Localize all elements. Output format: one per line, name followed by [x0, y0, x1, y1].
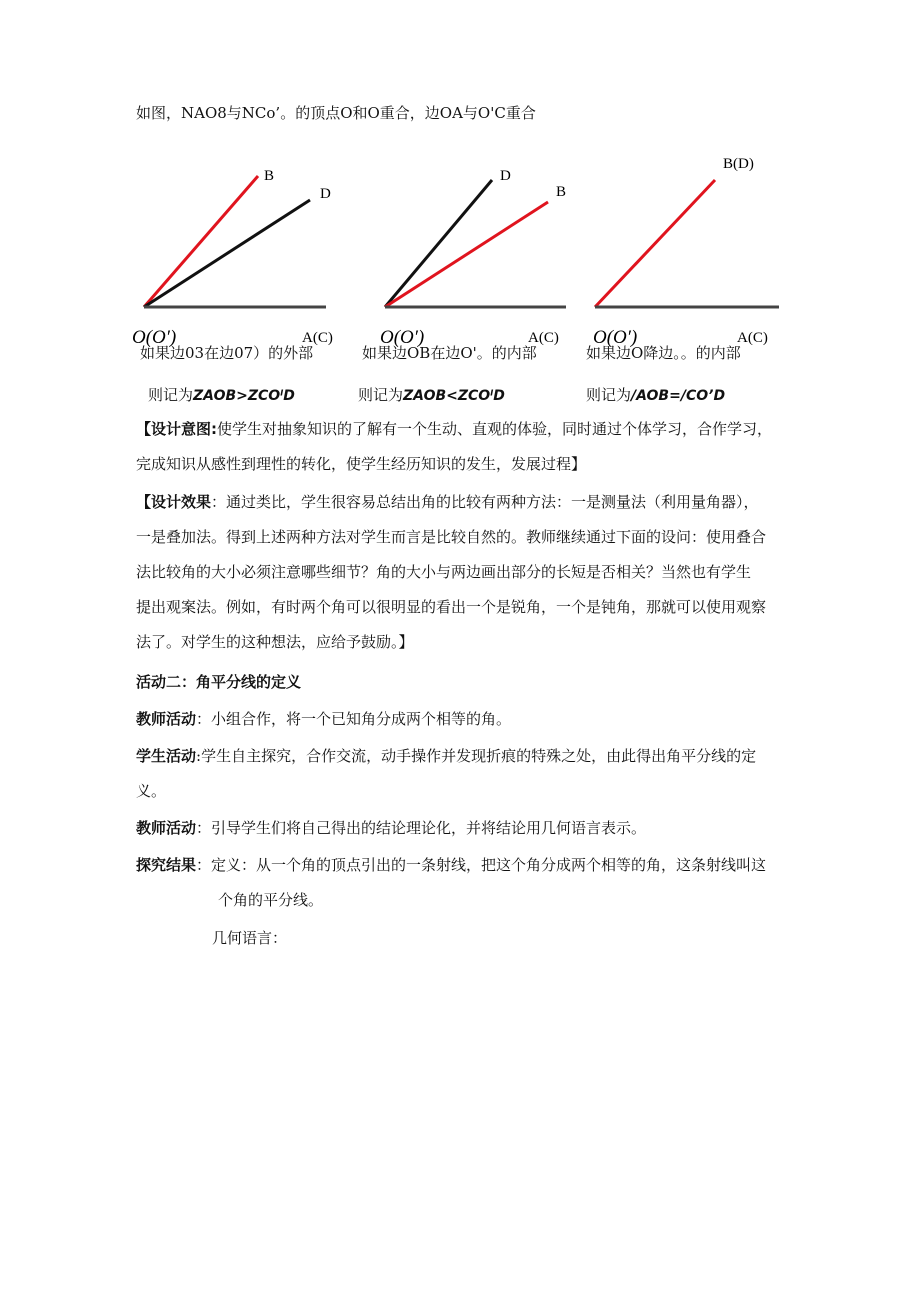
- label-bd: B(D): [723, 156, 754, 172]
- caption-3: 如果边O降边。。的内部: [586, 344, 741, 362]
- caption-1: 如果边03在边07）的外部: [140, 344, 314, 362]
- angle-diagram-inside: [370, 160, 585, 355]
- result-3-prefix: 则记为: [586, 386, 632, 404]
- explore-result-tag: 探究结果: [136, 856, 197, 874]
- ray-ob: [595, 180, 715, 307]
- design-effect-line-5: 法了。对学生的这种想法，应给予鼓励。】: [136, 633, 414, 651]
- teacher-activity-1-tag: 教师活动: [136, 710, 197, 728]
- result-2-prefix: 则记为: [358, 386, 404, 404]
- teacher-activity-2: [136, 818, 646, 838]
- student-activity-line-1: [136, 746, 756, 766]
- result-1: [148, 385, 295, 406]
- result-2-formula: ZAOB<ZCOˡD: [403, 388, 505, 404]
- teacher-activity-1: [136, 709, 511, 729]
- result-2: [358, 385, 505, 406]
- design-effect-line-1: [136, 492, 759, 512]
- label-end: A(C): [302, 330, 333, 346]
- teacher-activity-1-text: ：小组合作，将一个已知角分成两个相等的角。: [196, 710, 512, 728]
- design-effect-tag: 【设计效果: [136, 493, 212, 511]
- ray-od: [144, 200, 310, 307]
- design-effect-line-2: 一是叠加法。得到上述两种方法对学生而言是比较自然的。教师继续通过下面的设问：使用叠合: [136, 528, 767, 546]
- caption-2: 如果边OB在边O'。的内部: [362, 344, 537, 362]
- label-b: B: [264, 168, 275, 184]
- design-intent-line-1: [136, 419, 772, 439]
- result-1-prefix: 则记为: [148, 386, 194, 404]
- label-origin: O(O′): [380, 327, 425, 348]
- label-d: D: [500, 168, 511, 184]
- activity2-title: 活动二：角平分线的定义: [136, 673, 302, 691]
- design-intent-tag: 【设计意图:: [136, 420, 217, 438]
- teacher-activity-2-text: ：引导学生们将自己得出的结论理论化，并将结论用几何语言表示。: [196, 819, 647, 837]
- student-activity-tag: 学生活动: [136, 747, 197, 765]
- design-effect-line-3: 法比较角的大小必须注意哪些细节？角的大小与两边画出部分的长短是否相关？当然也有学生: [136, 563, 752, 581]
- label-end: A(C): [528, 330, 559, 346]
- label-d: D: [320, 186, 331, 202]
- teacher-activity-2-tag: 教师活动: [136, 819, 197, 837]
- label-origin: O(O′): [593, 327, 638, 348]
- result-3: [586, 385, 725, 406]
- geometry-language: 几何语言：: [212, 929, 288, 947]
- ray-ob: [144, 176, 258, 307]
- label-end: A(C): [737, 330, 768, 346]
- result-1-formula: ZAOB>ZCOˡD: [193, 388, 295, 404]
- design-intent-text-1: 使学生对抽象知识的了解有一个生动、直观的体验，同时通过个体学习，合作学习，: [217, 420, 773, 438]
- angle-diagram-equal: [585, 150, 785, 355]
- student-activity-text-1: :学生自主探究，合作交流，动手操作并发现折痕的特殊之处，由此得出角平分线的定: [196, 747, 757, 765]
- design-effect-text-1: ：通过类比，学生很容易总结出角的比较有两种方法：一是测量法（利用量角器），: [211, 493, 759, 511]
- student-activity-line-2: 义。: [136, 782, 167, 800]
- explore-result-text-1: ：定义：从一个角的顶点引出的一条射线，把这个角分成两个相等的角，这条射线叫这: [196, 856, 767, 874]
- design-intent-line-2: 完成知识从感性到理性的转化，使学生经历知识的发生，发展过程】: [136, 455, 587, 473]
- ray-ob: [385, 202, 548, 307]
- design-effect-line-4: 提出观案法。例如，有时两个角可以很明显的看出一个是锐角，一个是钝角，那就可以使用观察: [136, 598, 767, 616]
- explore-result-line-1: [136, 855, 766, 875]
- intro-text: 如图，NAO8与NCo’。的顶点O和O重合，边OA与O'C重合: [136, 104, 536, 122]
- label-origin: O(O′): [132, 327, 177, 348]
- result-3-formula: /AOB=/CO’D: [631, 388, 726, 404]
- angle-diagram-outside: [130, 160, 355, 355]
- label-b: B: [556, 184, 567, 200]
- explore-result-line-2: 个角的平分线。: [218, 891, 324, 909]
- ray-od: [385, 180, 492, 307]
